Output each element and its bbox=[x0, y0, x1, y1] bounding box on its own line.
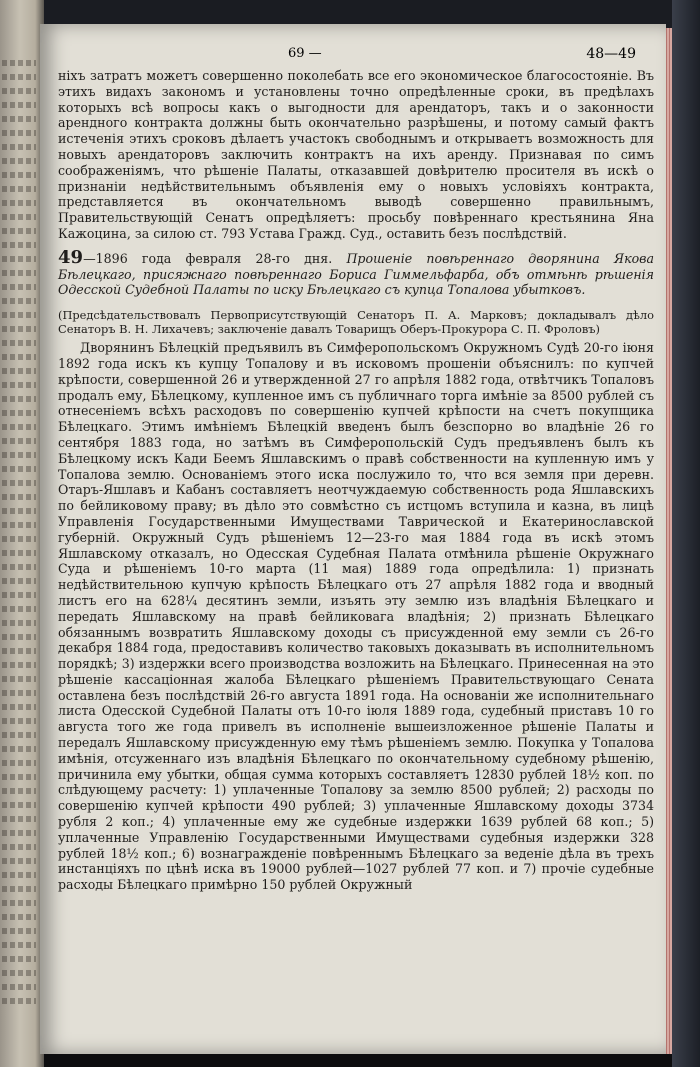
case-number: 49 bbox=[58, 246, 84, 268]
case-range: 48—49 bbox=[586, 46, 636, 62]
case-title: Прошеніе повѣреннаго дворянина Якова Бѣлецкаго, присяжнаго повѣреннаго Бориса Гиммельфарба, объ отмѣнѣ рѣшенія Одесской Судебной Палаты по иску Бѣлецкаго съ купца Топалова убытковъ. bbox=[58, 250, 655, 298]
case-date: —1896 года февраля 28-го дня. bbox=[83, 250, 333, 266]
case-49-body-text: Дворянинъ Бѣлецкій предъявилъ въ Симферопольскомъ Окружномъ Судѣ 20-го іюня 1892 года искъ къ купцу Топалову и въ исковомъ прошеніи объяснилъ: по купчей крѣпости, совершенной 26 и утвержденной 27 го апрѣля 1882 года, отвѣтчикъ Топаловъ продалъ ему, Бѣлецкому, купленное имъ съ публичнаго торга имѣніе за 8500 рублей съ отнесеніемъ всѣхъ расходовъ по совершенію купчей крѣпости на счетъ покупщика Бѣлецкаго. Этимъ имѣніемъ Бѣлецкій введенъ былъ безспорно во владѣніе 26 го сентября 1883 года, но затѣмъ въ Симферопольскій Судъ предъявленъ былъ къ Бѣлецкому искъ Кади Беемъ Яшлавскимъ о правѣ собственности на купленную имъ у Топалова землю. Основаніемъ этого иска послужило то, что вся земля при деревн. Отаръ-Яшлавъ и Кабанъ составляетъ неотчуждаемую собственность рода Яшлавскихъ по бейликовому праву; въ дѣло это совмѣстно съ истцомъ вступила и казна, въ лицѣ Управленія Государственными Имуществами Таврической и Екатеринославской губерній. Окружный Судъ рѣшеніемъ 12—23-го мая 1884 года въ искѣ этомъ Яшлавскому отказалъ, но Одесская Судебная Палата отмѣнила рѣшеніе Окружнаго Суда и рѣшеніемъ 10-го марта (11 мая) 1889 года опредѣлила: 1) признать недѣйствительною купчую крѣпость Бѣлецкаго отъ 27 апрѣля 1882 года и вводный листъ его на 628¼ десятинъ земли, изъять эту землю изъ владѣнія Бѣлецкаго и передать Яшлавскому на правѣ бейликовага владѣнія; 2) признать Бѣлецкаго обязаннымъ возвратить Яшлавскому доходы съ присужденной ему земли съ 26-го декабря 1884 года, предоставивъ количество таковыхъ доказывать въ исполнительномъ порядкѣ; 3) издержки всего производства возложить на Бѣлецкаго. Принесенная на это рѣшеніе кассаціонная жалоба Бѣлецкаго рѣшеніемъ Правительствующаго Сената оставлена безъ послѣдствій 26-го августа 1891 года. На основаніи же исполнительнаго листа Одесской Судебной Палаты отъ 10-го іюля 1889 года, судебный приставъ 10 го августа того же года привелъ въ исполненіе вышеизложенное рѣшеніе Палаты и передалъ Яшлавскому присужденную ему тѣмъ рѣшеніемъ землю. Покупка у Топалова имѣнія, отсуженнаго изъ владѣнія Бѣлецкаго по окончательному судебному рѣшенію, причинила ему убытки, общая сумма которыхъ составляетъ 12830 рублей 18½ коп. по слѣдующему расчету: 1) уплаченные Топалову за землю 8500 рублей; 2) расходы по совершенію купчей крѣпости 490 рублей; 3) уплаченные Яшлавскому доходы 3734 рубля 2 коп.; 4) уплаченные ему же судебные издержки 1639 рублей 68 коп.; 5) уплаченные Управленію Государственными Имуществами судебныя издержки 328 рублей 18½ коп.; 6) вознагражденіе повѣреннымъ Бѣлецкаго за веденіе дѣла въ трехъ инстанціяхъ по цѣнѣ иска въ 19000 рублей—1027 рублей 77 коп. и 7) прочіе судебные расходы Бѣлецкаго примѣрно 150 рублей Окружный bbox=[58, 340, 654, 893]
case-48-conclusion: ніхъ затратъ можетъ совершенно поколебать все его экономическое благосостояніе. Въ этихъ видахъ закономъ и установлены точно опредѣленные сроки, въ предѣлахъ которыхъ всѣ вопросы какъ о выгодности для арендаторъ, такъ и о законности арендного контракта должны быть окончательно разрѣшены, и потому самый фактъ истеченія этихъ сроковъ дѣлаетъ участокъ свободнымъ и открываетъ возможность для новыхъ арендаторовъ заключить контрактъ на ихъ аренду. Признавая по симъ соображеніямъ, что рѣшеніе Палаты, отказавшей довѣрителю просителя въ искѣ о признаніи недѣйствительнымъ объявленія ему о новыхъ условіяхъ контракта, представляется въ окончательномъ выводѣ совершенно правильнымъ, Правительствующій Сенатъ опредѣляетъ: просьбу повѣреннаго крестьянина Яна Кажоцина, за силою ст. 793 Устава Гражд. Суд., оставить безъ послѣдствій. bbox=[58, 68, 654, 241]
running-head bbox=[40, 46, 636, 64]
page-content bbox=[58, 68, 654, 893]
book-cover-right bbox=[672, 0, 700, 1067]
left-page-edge bbox=[0, 0, 44, 1067]
book-page bbox=[40, 24, 666, 1054]
presiding-note: (Предсѣдательствовалъ Первоприсутствующій Сенаторъ П. А. Марковъ; докладывалъ дѣло Сенаторъ В. Н. Лихачевъ; заключеніе давалъ Товарищъ Оберъ-Прокурора С. П. Фроловъ) bbox=[58, 308, 654, 337]
case-49-body bbox=[58, 340, 654, 893]
page-number: 69 — bbox=[288, 46, 322, 61]
case-49-heading bbox=[58, 246, 655, 298]
